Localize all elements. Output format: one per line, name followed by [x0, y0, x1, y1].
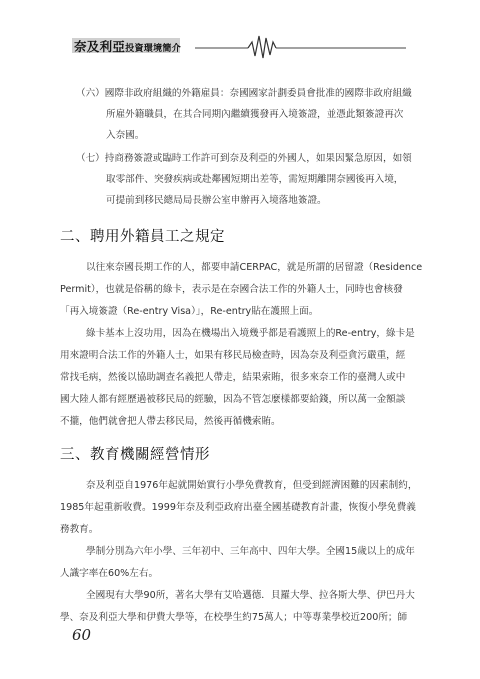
list-item-7-line-3: 可提前到移民總局局長辦公室申辦再入境落地簽證。	[106, 195, 327, 206]
section2-para1-line-3: 「再入境簽證（Re-entry Visa）」，Re-entry貼在護照上面。	[60, 306, 319, 317]
section3-para2-line-2: 人識字率在60%左右。	[60, 568, 159, 579]
section2-para2-line-4: 國大陸人都有經歷過被移民局的經驗，因為不管怎麼樣都要給錢，所以萬一金額談	[60, 394, 406, 405]
section2-para2-line-3: 常找毛病，然後以協助調查名義把人帶走，結果索賄，很多來奈工作的臺灣人或中	[60, 372, 406, 383]
list-item-7-line-1: （七）持商務簽證或臨時工作許可到奈及利亞的外國人，如果因緊急原因，如領	[76, 153, 412, 164]
section2-para2-line-1: 綠卡基本上沒功用，因為在機場出入境幾乎都是看護照上的Re-entry，綠卡是	[86, 328, 415, 339]
section3-para3-line-1: 全國現有大學90所，著名大學有艾哈邁德．貝羅大學、拉各斯大學、伊巴丹大	[86, 590, 415, 601]
page-number: 60	[72, 626, 92, 644]
header-title-main: 奈及利亞	[74, 39, 126, 54]
section3-para2-line-1: 學制分別為六年小學、三年初中、三年高中、四年大學。全國15歲以上的成年	[86, 546, 415, 557]
section2-para1-line-2: Permit），也就是俗稱的綠卡，表示是在奈國合法工作的外籍人士，同時也會核發	[60, 284, 403, 295]
section3-para1-line-3: 務教育。	[60, 524, 99, 535]
section-heading-2: 二、聘用外籍員工之規定	[60, 229, 225, 245]
header-title	[74, 37, 181, 55]
list-item-6-line-1: （六）國際非政府組織的外籍雇員：奈國國家計劃委員會批准的國際非政府組織	[76, 88, 412, 99]
section3-para1-line-1: 奈及利亞自1976年起就開始實行小學免費教育，但受到經濟困難的因素制約，	[86, 480, 418, 491]
list-item-6-line-3: 入奈國。	[106, 130, 145, 141]
list-item-7-line-2: 取零部件、突發疾病或赴鄰國短期出差等，需短期離開奈國後再入境，	[106, 174, 404, 185]
section-heading-3: 三、教育機關經營情形	[60, 447, 210, 463]
page-header	[0, 0, 480, 60]
section2-para2-line-5: 不攏，他們就會把人帶去移民局，然後再循機索賄。	[60, 416, 281, 427]
header-title-sub: 投資環境簡介	[125, 44, 182, 54]
section2-para1-line-1: 以往來奈國長期工作的人，都要申請CERPAC，就是所謂的居留證（Residence	[86, 262, 423, 273]
list-item-6-line-2: 所雇外籍職員，在其合同期內繼續獲發再入境簽證，並憑此類簽證再次	[106, 109, 404, 120]
section2-para2-line-2: 用來證明合法工作的外籍人士，如果有移民局檢查時，因為奈及利亞貪污嚴重，經	[60, 350, 406, 361]
section3-para1-line-2: 1985年起重新收費。1999年奈及利亞政府出臺全國基礎教育計畫，恢復小學免費義	[60, 502, 416, 513]
section3-para3-line-2: 學、奈及利亞大學和伊費大學等，在校學生約75萬人；中等專業學校近200所；師	[60, 612, 408, 623]
